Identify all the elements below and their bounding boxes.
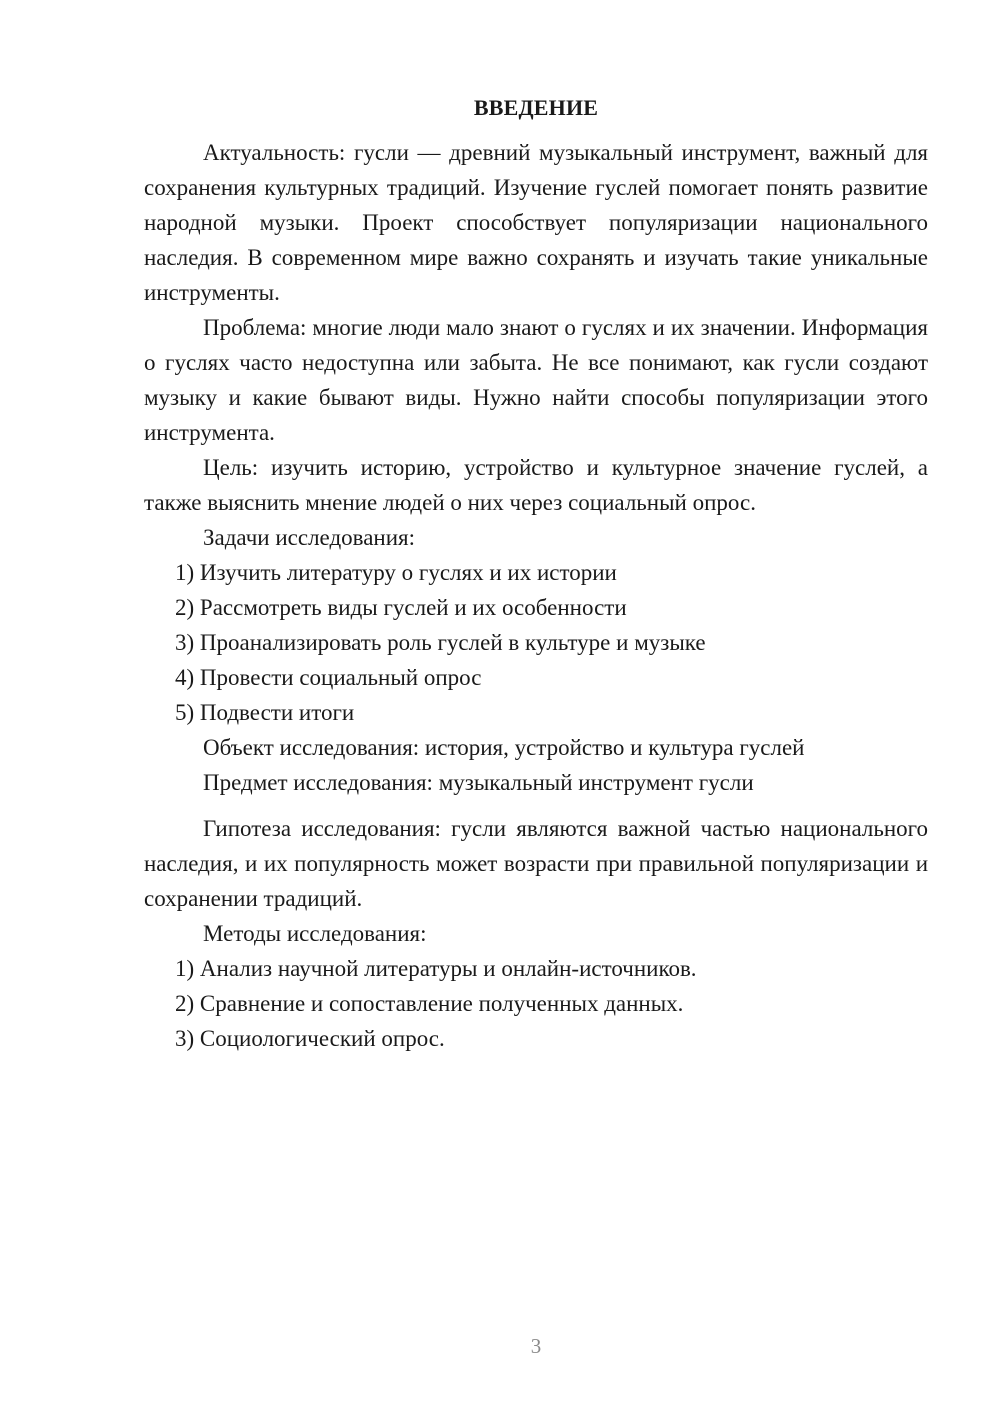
list-item: 1) Изучить литературу о гуслях и их истории <box>175 560 617 585</box>
methods-list <box>144 951 928 1056</box>
problem-paragraph: Проблема: многие люди мало знают о гуслях и их значении. Информация о гуслях часто недоступна или забыта. Не все понимают, как гусли создают музыку и какие бывают виды. Нужно найти способы популяризации этого инструмента. <box>144 315 928 445</box>
goal-paragraph: Цель: изучить историю, устройство и культурное значение гуслей, а также выяснить мнение людей о них через социальный опрос. <box>144 455 928 515</box>
page-title: ВВЕДЕНИЕ <box>473 95 599 120</box>
list-item: 2) Сравнение и сопоставление полученных данных. <box>175 991 684 1016</box>
subject-line: Предмет исследования: музыкальный инструмент гусли <box>203 770 754 795</box>
page-number: 3 <box>530 1334 542 1358</box>
tasks-heading: Задачи исследования: <box>203 525 416 550</box>
methods-heading: Методы исследования: <box>203 921 427 946</box>
list-item: 1) Анализ научной литературы и онлайн-источников. <box>175 956 697 981</box>
tasks-list <box>144 555 928 730</box>
page-body <box>144 90 928 1056</box>
list-item: 3) Социологический опрос. <box>175 1026 445 1051</box>
relevance-paragraph: Актуальность: гусли — древний музыкальный инструмент, важный для сохранения культурных традиций. Изучение гуслей помогает понять развитие народной музыки. Проект способствует популяризации национального наследия. В современном мире важно сохранять и изучать такие уникальные инструменты. <box>144 140 928 305</box>
list-item: 2) Рассмотреть виды гуслей и их особенности <box>175 595 627 620</box>
object-line: Объект исследования: история, устройство и культура гуслей <box>203 735 805 760</box>
list-item: 5) Подвести итоги <box>175 700 355 725</box>
hypothesis-paragraph: Гипотеза исследования: гусли являются важной частью национального наследия, и их популярность может возрасти при правильной популяризации и сохранении традиций. <box>144 816 928 911</box>
list-item: 3) Проанализировать роль гуслей в культуре и музыке <box>175 630 706 655</box>
list-item: 4) Провести социальный опрос <box>175 665 482 690</box>
